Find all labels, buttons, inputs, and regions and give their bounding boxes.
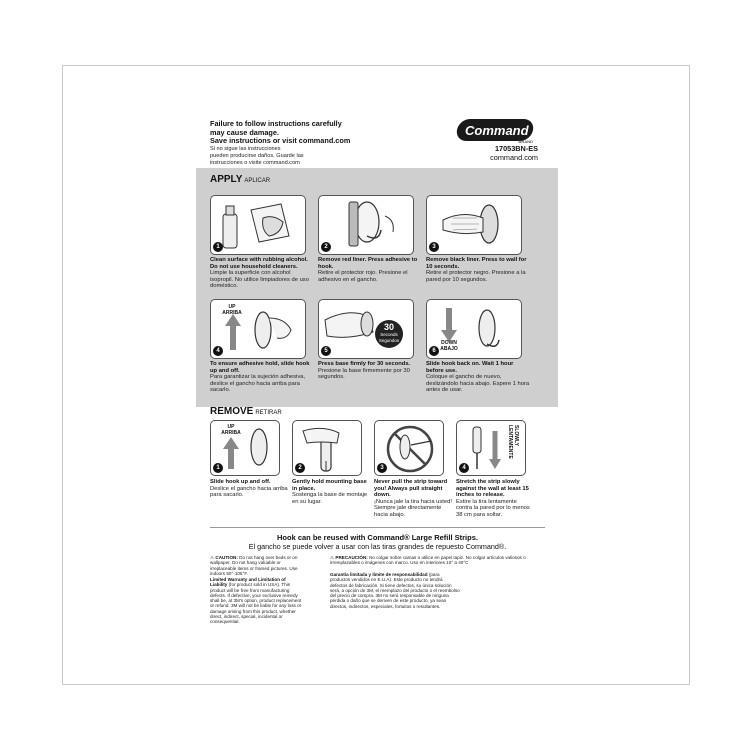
caution-spanish: ⚠ PRECAUCIÓN: No colgar sobre camas o utilice en papel tapiz. No colgar artículos valiosos o irremplazables o imágenes con marco. Uso en interiores 10° a 40°C (330, 555, 526, 566)
apply-step-6-caption: Slide hook back on. Wait 1 hour before use. Coloque el gancho de nuevo, deslizándolo hacia abajo. Espere 1 hora antes de usar. (426, 361, 530, 394)
apply-section (196, 168, 558, 409)
slowly-label: SLOWLY LENTAMENTE (507, 425, 519, 459)
up-label: UP ARRIBA (221, 424, 241, 436)
warranty-english: Limited Warranty and Limitation of Liability (for product sold in USA). This product will be free from manufacturing defects. If defective, your exclusive remedy shall be, at 3M's option, product replacement or refund. 3M will not be liable for any loss or damage arising from this product, whether direct, indirect, special, incidental or consequential. (210, 577, 302, 625)
remove-title: REMOVE RETIRAR (210, 406, 282, 417)
warning-triangle-icon: ⚠ (330, 555, 335, 560)
remove-step-4-caption: Stretch the strip slowly against the wall at least 15 inches to release. Estire la tira lentamente contra la pared por lo menos 38 cm para soltar. (456, 479, 530, 518)
apply-step-1-caption: Clean surface with rubbing alcohol. Do not use household cleaners. Limpie la superficie con alcohol isopropil. No utilice limpiadores de uso doméstico. (210, 257, 309, 290)
apply-step-5-caption: Press base firmly for 30 seconds. Presione la base firmemente por 30 segundos. (318, 361, 411, 381)
instruction-sheet (210, 115, 545, 625)
product-code: 17053BN-ES command.com (490, 144, 538, 162)
apply-step-1-illustration: 1 (210, 195, 306, 255)
remove-step-2-caption: Gently hold mounting base in place. Sostenga la base de montaje en su lugar. (292, 479, 368, 505)
apply-step-2-caption: Remove red liner. Press adhesive to hook. Retire el protector rojo. Presione el adhesivo en el gancho. (318, 257, 418, 283)
hook-liner-icon (319, 196, 414, 255)
apply-step-4-caption: To ensure adhesive hold, slide hook up and off. Para garantizar la sujeción adhesiva, deslice el gancho hacia arriba para sacarlo. (210, 361, 310, 394)
remove-section (196, 406, 558, 518)
apply-step-3-illustration: 3 (426, 195, 522, 255)
remove-step-3-illustration: 3 (374, 420, 444, 476)
warranty-spanish: Garantía limitada y límite de responsabilidad (para productos vendidos en E.U.A). Este producto no tendrá defectos de fabricación. Si tiene defectos, su única solución será, a opción de 3M, el reemplazo del producto o el reembolso del precio de compra. 3M no será responsable de ninguna pérdida o daño que se deriven de este producto, ya sean directos, indirectos, especiales, fortuitos o resultantes. (330, 572, 460, 609)
remove-step-3-caption: Never pull the strip toward you! Always pull straight down. ¡Nunca jale la tira hacia usted! Siempre jale directamente hacia abajo. (374, 479, 452, 518)
caution-english: ⚠ CAUTION: Do not hang over beds or on wallpaper. Do not hang valuable or irreplaceable items or framed pictures. Use indoors 50°-105°F. (210, 555, 298, 576)
divider (210, 527, 545, 528)
apply-step-4-illustration: UP ARRIBA 4 (210, 299, 306, 359)
command-logo: Command BRAND (457, 116, 535, 146)
reuse-note-spanish: El gancho se puede volver a usar con las tiras grandes de repuesto Command®. (248, 542, 507, 551)
timer-badge: 30 Seconds Segundos (378, 322, 400, 343)
up-label: UP ARRIBA (222, 304, 242, 316)
apply-step-6-illustration: DOWN ABAJO 6 (426, 299, 522, 359)
reuse-note-english: Hook can be reused with Command® Large Refill Strips. (277, 533, 478, 542)
remove-step-1-caption: Slide hook up and off. Deslice el gancho hacia arriba para sacarlo. (210, 479, 288, 499)
warning-triangle-icon: ⚠ (210, 555, 215, 560)
down-label: DOWN ABAJO (440, 340, 458, 352)
apply-step-3-caption: Remove black liner. Press to wall for 10 seconds. Retire el protector negro. Presione a la pared por 10 segundos. (426, 257, 527, 283)
cleaning-icon (211, 196, 306, 255)
warning-spanish: Si no sigue las instrucciones pueden producirse daños. Guarde las instrucciones o visite command.com (210, 146, 304, 166)
apply-title: APPLY APLICAR (210, 174, 271, 185)
apply-step-2-illustration: 2 (318, 195, 414, 255)
remove-step-4-illustration: SLOWLY LENTAMENTE 4 (456, 420, 526, 476)
remove-step-1-illustration: UP ARRIBA 1 (210, 420, 280, 476)
press-wall-icon (427, 196, 522, 255)
apply-step-5-illustration: 30 Seconds Segundos 5 (318, 299, 414, 359)
warning-english: Failure to follow instructions carefully may cause damage. Save instructions or visit command.com (210, 119, 351, 146)
remove-step-2-illustration: 2 (292, 420, 362, 476)
